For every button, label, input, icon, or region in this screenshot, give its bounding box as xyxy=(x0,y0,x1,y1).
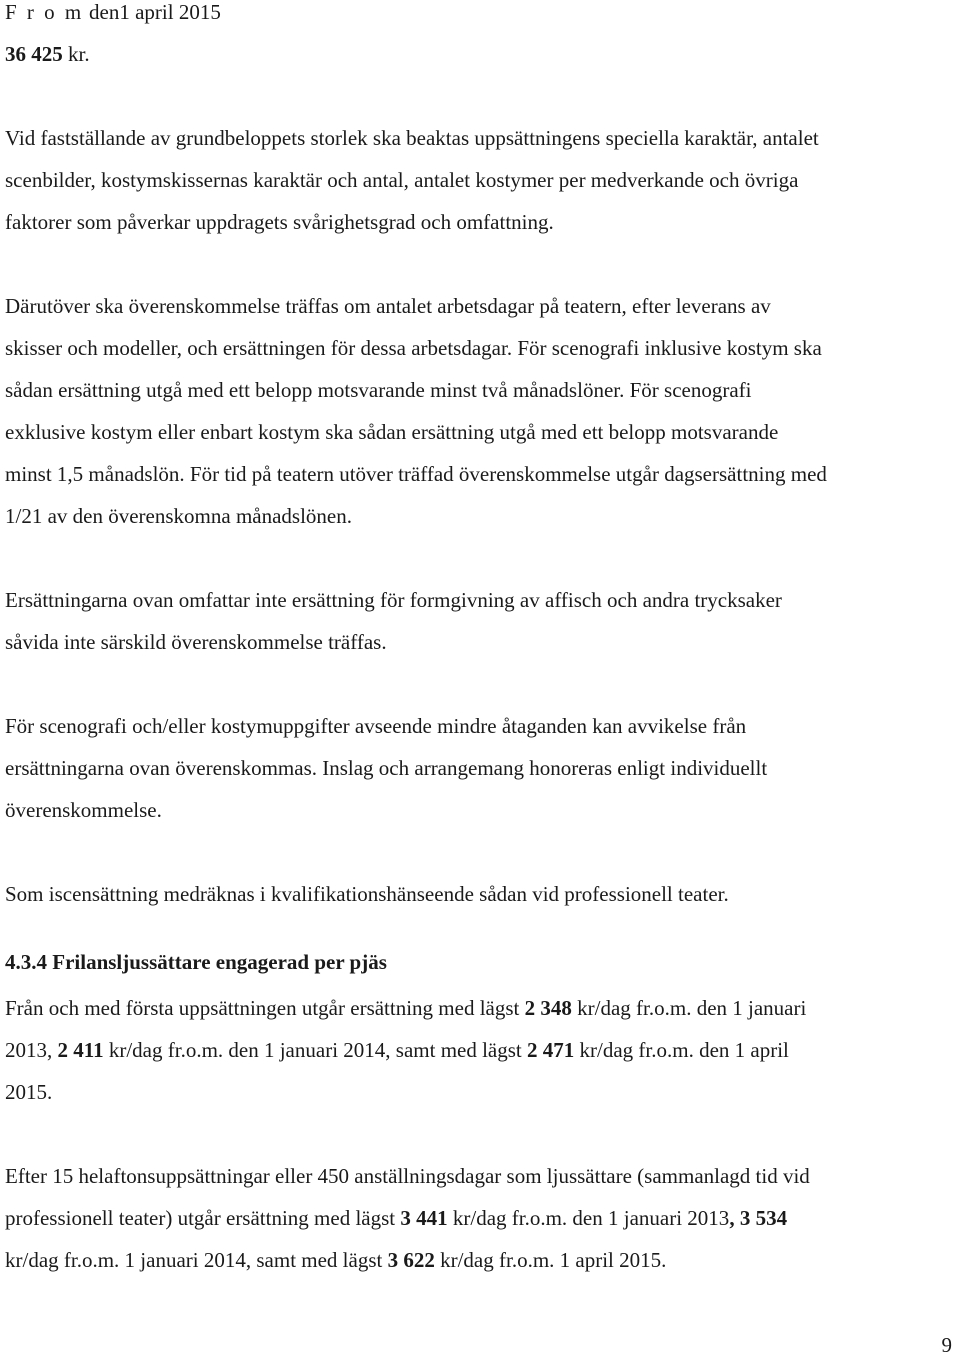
rate-value: 2 471 xyxy=(527,1038,575,1062)
text-run: Från och med första uppsättningen utgår ersättning med lägst xyxy=(5,996,525,1020)
paragraph-iscensattning: Som iscensättning medräknas i kvalifikationshänseende sådan vid professionell teater. xyxy=(5,882,729,906)
text-run: kr/dag fr.o.m. 1 april 2015. xyxy=(434,1248,667,1272)
amount-value: 36 425 xyxy=(5,42,63,66)
section-title: Frilansljussättare engagerad per pjäs xyxy=(52,950,387,974)
amount-line xyxy=(5,42,90,66)
effective-date-line xyxy=(5,0,221,24)
paragraph-line: scenbilder, kostymskissernas karaktär och antal, antalet kostymer per medverkande och övriga xyxy=(5,168,799,192)
text-run: kr/dag fr.o.m. den 1 april xyxy=(574,1038,789,1062)
rate-value: , 3 534 xyxy=(729,1206,788,1230)
page-number: 9 xyxy=(941,1333,952,1357)
paragraph-line: sådan ersättning utgå med ett belopp motsvarande minst två månadslöner. För scenografi xyxy=(5,378,752,402)
paragraph-line xyxy=(5,1038,789,1062)
text-run: kr/dag fr.o.m. 1 januari 2014, samt med lägst xyxy=(5,1248,388,1272)
paragraph-line: faktorer som påverkar uppdragets svårighetsgrad och omfattning. xyxy=(5,210,554,234)
paragraph-line: såvida inte särskild överenskommelse träffas. xyxy=(5,630,387,654)
text-run: kr/dag fr.o.m. den 1 januari 2014, samt med lägst xyxy=(103,1038,528,1062)
paragraph-line xyxy=(5,996,806,1020)
paragraph-line: 1/21 av den överenskomna månadslönen. xyxy=(5,504,352,528)
text-run: kr/dag fr.o.m. den 1 januari xyxy=(571,996,807,1020)
paragraph-line: För scenografi och/eller kostymuppgifter avseende mindre åtaganden kan avvikelse från xyxy=(5,714,747,738)
date-prefix: F r o m xyxy=(5,0,84,24)
text-run: professionell teater) utgår ersättning med lägst xyxy=(5,1206,401,1230)
paragraph-line xyxy=(5,1248,666,1272)
section-heading xyxy=(5,950,387,974)
paragraph-line: Därutöver ska överenskommelse träffas om antalet arbetsdagar på teatern, efter leverans av xyxy=(5,294,771,318)
rate-value: 2 411 xyxy=(57,1038,104,1062)
paragraph-line: överenskommelse. xyxy=(5,798,162,822)
paragraph-line: minst 1,5 månadslön. För tid på teatern utöver träffad överenskommelse utgår dagsersättning med xyxy=(5,462,827,486)
paragraph-line: ersättningarna ovan överenskommas. Inslag och arrangemang honoreras enligt individuellt xyxy=(5,756,768,780)
paragraph-line: Ersättningarna ovan omfattar inte ersättning för formgivning av affisch och andra trycksaker xyxy=(5,588,782,612)
rate-value: 3 441 xyxy=(400,1206,448,1230)
rate-value: 3 622 xyxy=(387,1248,435,1272)
paragraph-line: exklusive kostym eller enbart kostym ska sådan ersättning utgå med ett belopp motsvarande xyxy=(5,420,779,444)
paragraph-line: Efter 15 helaftonsuppsättningar eller 450 anställningsdagar som ljussättare (sammanlagd tid vid xyxy=(5,1164,810,1188)
text-run: kr/dag fr.o.m. den 1 januari 2013 xyxy=(447,1206,730,1230)
paragraph-line: Vid fastställande av grundbeloppets storlek ska beaktas uppsättningens speciella karaktär, antalet xyxy=(5,126,819,150)
paragraph-line xyxy=(5,1206,787,1230)
paragraph-line: 2015. xyxy=(5,1080,53,1104)
paragraph-line: skisser och modeller, och ersättningen för dessa arbetsdagar. För scenografi inklusive kostym ska xyxy=(5,336,822,360)
section-number: 4.3.4 xyxy=(5,950,47,974)
date-text: den1 april 2015 xyxy=(83,0,221,24)
amount-unit: kr. xyxy=(62,42,90,66)
text-run: 2013, xyxy=(5,1038,58,1062)
rate-value: 2 348 xyxy=(524,996,572,1020)
